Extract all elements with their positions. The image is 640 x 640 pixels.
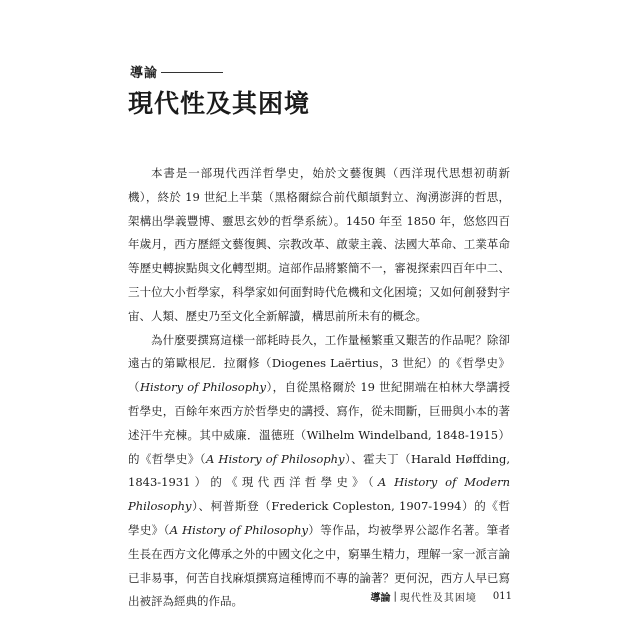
p2-italic-title-4: A History of Philosophy (169, 522, 309, 537)
p2-text-3: ）、霍夫丁（Harald Høffding, 1843-1931）的《現代西洋哲學史》（ (128, 451, 510, 490)
p2-text-1: 為什麼要撰寫這樣一部耗時長久，工作量極繁重又艱苦的作品呢？除卻遠古的第歐根尼．拉爾修（Diogenes Laërtius，3 世紀）的《哲學史》（ (128, 332, 510, 395)
footer-chapter: 導論 (370, 593, 391, 604)
p2-italic-title-2: A History of Philosophy (206, 451, 345, 466)
paragraph-2 (128, 329, 510, 615)
chapter-label-text: 導論 (130, 66, 159, 81)
chapter-title: 現代性及其困境 (128, 89, 311, 118)
p2-text-2: ），自從黑格爾於 19 世紀開端在柏林大學講授哲學史，百餘年來西方於哲學史的講授、寫作，從未間斷，巨冊與小本的著述汗牛充棟。其中威廉．溫德班（Wilhelm Windelband, 1848-1915）的《哲學史》（ (128, 380, 511, 466)
body-text (128, 162, 510, 614)
p2-text-5: ）等作品，均被學界公認作名著。筆者生長在西方文化傳承之外的中國文化之中，窮畢生精力，理解一家一派言論已非易事，何苦自找麻煩撰寫這種博而不專的論著？更何況，西方人早已寫出被評為經典的作品。 (128, 522, 511, 609)
page-number: 011 (492, 591, 512, 602)
paragraph-1: 本書是一部現代西洋哲學史，始於文藝復興（西洋現代思想初萌新機），終於 19 世紀上半葉（黑格爾綜合前代顛頡對立、洶湧澎湃的哲思，架構出學義豐博、靈思玄妙的哲學系統）。1450 年至 1850 年，悠悠四百年歲月，西方歷經文藝復興、宗教改革、啟蒙主義、法國大革命、工業革命等歷史轉捩點與文化轉型期。這部作品將繁簡不一，審視探索四百年中二、三十位大小哲學家，科學家如何面對時代危機和文化困境；又如何創發對宇宙、人類、歷史乃至文化全新解讀，構思前所未有的概念。 (128, 166, 510, 323)
chapter-label-rule (161, 72, 223, 73)
p2-italic-title-1: History of Philosophy (139, 380, 266, 395)
chapter-label (130, 62, 223, 81)
footer-title: 現代性及其困境 (399, 593, 477, 604)
p2-text-4: ）、柯普斯登（Frederick Copleston, 1907-1994）的《哲學史》（ (128, 499, 510, 537)
p2-italic-title-3: A History of Modern Philosophy (128, 475, 511, 514)
footer-separator: | (393, 591, 397, 602)
page-footer (0, 589, 512, 604)
